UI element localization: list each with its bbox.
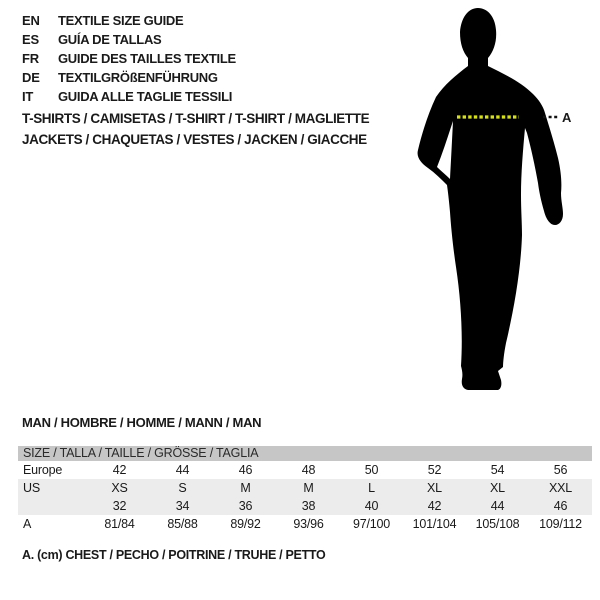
size-cell: L [368, 481, 375, 495]
size-cell: 54 [490, 463, 505, 477]
size-cell: 44 [175, 463, 190, 477]
row-label [18, 497, 88, 515]
size-cell: 50 [364, 463, 379, 477]
size-cell: 52 [427, 463, 442, 477]
size-cell: 46 [553, 499, 568, 513]
size-cell: 32 [112, 499, 127, 513]
language-row [22, 68, 236, 87]
size-cell: 46 [238, 463, 253, 477]
man-section-label: MAN / HOMBRE / HOMME / MANN / MAN [22, 415, 262, 430]
size-cell: 44 [490, 499, 505, 513]
size-cell: 109/112 [539, 517, 582, 531]
language-title: TEXTILGRÖßENFÜHRUNG [58, 70, 218, 85]
size-table [18, 446, 592, 533]
size-table-header: SIZE / TALLA / TAILLE / GRÖSSE / TAGLIA [18, 446, 592, 461]
language-row [22, 30, 236, 49]
language-code: DE [22, 70, 40, 85]
language-title: TEXTILE SIZE GUIDE [58, 13, 184, 28]
row-label: US [23, 481, 40, 495]
garment-categories [22, 108, 369, 150]
size-cell: 97/100 [352, 517, 391, 531]
language-title: GUIDE DES TAILLES TEXTILE [58, 51, 236, 66]
size-cell: XL [427, 481, 442, 495]
size-cell: S [178, 481, 187, 495]
size-cell: 38 [301, 499, 316, 513]
footnote-chest: A. (cm) CHEST / PECHO / POITRINE / TRUHE / PETTO [22, 548, 326, 562]
size-cell: 36 [238, 499, 253, 513]
size-cell: 93/96 [293, 517, 324, 531]
row-label: Europe [23, 463, 63, 477]
language-row [22, 49, 236, 68]
size-cell: 56 [553, 463, 568, 477]
size-cell: 89/92 [230, 517, 261, 531]
language-title: GUIDA ALLE TAGLIE TESSILI [58, 89, 233, 104]
man-silhouette-svg [408, 5, 573, 397]
size-table-grid [18, 461, 592, 533]
size-cell: 42 [427, 499, 442, 513]
size-cell: 34 [175, 499, 190, 513]
size-cell: 42 [112, 463, 127, 477]
size-cell: XS [111, 481, 128, 495]
size-cell: XXL [548, 481, 573, 495]
language-row [22, 87, 236, 106]
row-label: A [23, 517, 32, 531]
language-code: EN [22, 13, 40, 28]
table-row-alt-size [18, 497, 592, 515]
language-code: ES [22, 32, 39, 47]
table-row-us [18, 479, 592, 497]
size-cell: 101/104 [412, 517, 457, 531]
size-cell: 48 [301, 463, 316, 477]
size-cell: 105/108 [475, 517, 520, 531]
measure-a-label: A [562, 110, 572, 125]
language-row [22, 11, 236, 30]
size-cell: M [240, 481, 251, 495]
size-cell: 85/88 [167, 517, 198, 531]
category-line-jackets: JACKETS / CHAQUETAS / VESTES / JACKEN / GIACCHE [22, 132, 367, 147]
language-code: FR [22, 51, 39, 66]
size-cell: 40 [364, 499, 379, 513]
language-list [22, 11, 236, 106]
man-silhouette [418, 8, 563, 390]
size-cell: M [303, 481, 314, 495]
category-line-tshirts: T-SHIRTS / CAMISETAS / T-SHIRT / T-SHIRT / MAGLIETTE [22, 111, 370, 126]
table-row-chest-a [18, 515, 592, 533]
size-figure [408, 5, 573, 397]
language-code: IT [22, 89, 34, 104]
language-title: GUÍA DE TALLAS [58, 32, 162, 47]
size-cell: XL [490, 481, 505, 495]
table-row-europe [18, 461, 592, 479]
size-cell: 81/84 [104, 517, 135, 531]
